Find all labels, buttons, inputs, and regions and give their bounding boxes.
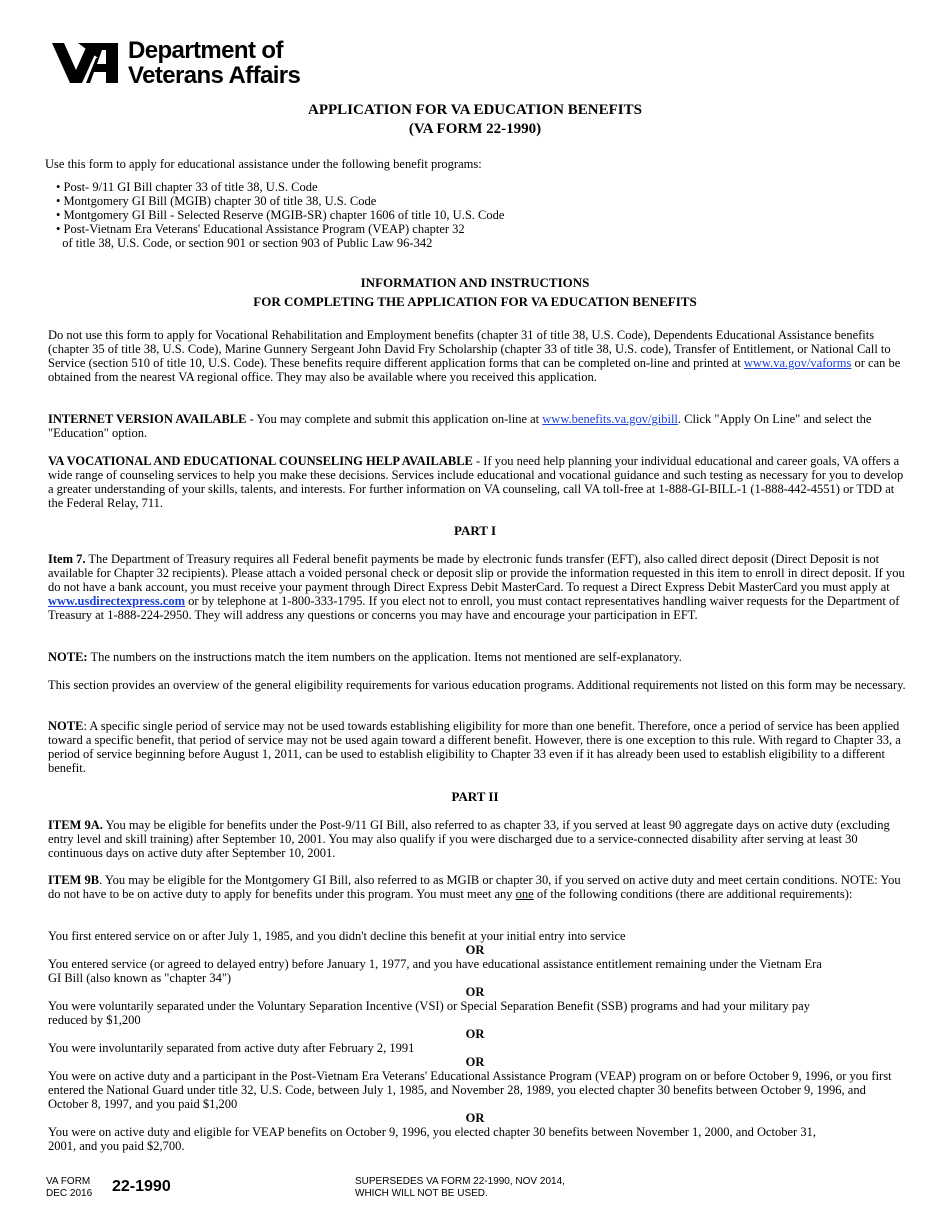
internet-version-label: INTERNET VERSION AVAILABLE <box>48 412 247 426</box>
intro-lead: Use this form to apply for educational assistance under the following benefit programs: <box>45 157 482 171</box>
program-item-continued: of title 38, U.S. Code, or section 901 or section 903 of Public Law 96-342 <box>62 236 433 250</box>
internet-version-text-end: . Click "Apply On Line" and select the "Education" option. <box>48 412 872 440</box>
item-7-paragraph <box>48 552 906 622</box>
counseling-text: - If you need help planning your individual educational and career goals, VA offers a wide range of counseling services to help you make these decisions. Services include educational and vocational guidance and such testing as necessary for you to develop a greater understanding of your skills, talents, and interests. For further information on VA counseling, call VA toll-free at 1-888-GI-BILL-1 (1-888-442-4551) or TDD at the Federal Relay, 711. <box>48 454 904 510</box>
item-9a-text: You may be eligible for benefits under the Post-9/11 GI Bill, also referred to as chapter 33, if you served at least 90 aggregate days on active duty (excluding entry level and skill training) after September 10, 2001. You may also qualify if you were discharged due to a service-connected disability after serving at least 30 continuous days on active duty after September 10, 2001. <box>48 818 890 860</box>
note-1-text: The numbers on the instructions match the item numbers on the application. Items not mentioned are self-explanatory. <box>87 650 682 664</box>
instructions-heading-line2: FOR COMPLETING THE APPLICATION FOR VA EDUCATION BENEFITS <box>253 294 697 309</box>
form-label: VA FORM <box>46 1176 91 1187</box>
org-name-line2: Veterans Affairs <box>128 62 301 89</box>
program-item: • Montgomery GI Bill (MGIB) chapter 30 of title 38, U.S. Code <box>56 194 504 208</box>
instructions-heading-line1: INFORMATION AND INSTRUCTIONS <box>360 275 590 290</box>
note-2-label: NOTE <box>48 719 84 733</box>
form-title-line2: (VA FORM 22-1990) <box>408 121 542 137</box>
note-1-label: NOTE: <box>48 650 88 664</box>
condition-1: You first entered service on or after July 1, 1985, and you didn't decline this benefit at your initial entry into service <box>48 929 626 943</box>
item-9b-text-end: of the following conditions (there are additional requirements): <box>533 887 853 901</box>
counseling-paragraph <box>48 454 906 510</box>
supersedes-note <box>355 1176 565 1200</box>
or-separator: OR <box>465 1027 485 1041</box>
condition-3: You were voluntarily separated under the Voluntary Separation Incentive (VSI) or Special Separation Benefit (SSB) programs and had your military pay reduced by $1,200 <box>48 999 810 1027</box>
or-separator: OR <box>465 1055 485 1069</box>
instructions-heading <box>0 273 950 311</box>
condition-2: You entered service (or agreed to delayed entry) before January 1, 1977, and you have educational assistance entitlement remaining under the Vietnam Era GI Bill (also known as "chapter 34") <box>48 957 822 985</box>
other-benefits-text: Do not use this form to apply for Vocational Rehabilitation and Employment benefits (chapter 31 of title 38, U.S. Code), Dependents Educational Assistance benefits (chapter 35 of title 38, U.S. Code), Marine Gunnery Sergeant John David Fry Scholarship (chapter 33 of title 38, U.S. code), Transfer of Entitlement, or National Call to Service (section 510 of title 10, U.S. Code). These benefits require different application forms that can be completed on-line and printed at <box>48 328 891 370</box>
or-separator: OR <box>465 1111 485 1125</box>
other-benefits-paragraph <box>48 328 906 384</box>
form-title <box>0 101 950 139</box>
program-list <box>56 180 504 250</box>
usdirectexpress-link[interactable]: www.usdirectexpress.com <box>48 594 186 608</box>
item-9a-label: ITEM 9A. <box>48 818 103 832</box>
part-1-heading: PART I <box>453 523 497 538</box>
overview-paragraph: This section provides an overview of the general eligibility requirements for various education programs. Additional requirements not listed on this form may be necessary. <box>48 678 906 692</box>
or-separator: OR <box>465 943 485 957</box>
item-9b-underlined-word: one <box>515 887 534 901</box>
gibill-link[interactable]: www.benefits.va.gov/gibill <box>542 412 678 426</box>
supersedes-line2: WHICH WILL NOT BE USED. <box>355 1188 488 1199</box>
org-name <box>128 38 300 88</box>
org-name-line1: Department of <box>128 37 283 64</box>
item-9b-label: ITEM 9B <box>48 873 100 887</box>
form-title-line1: APPLICATION FOR VA EDUCATION BENEFITS <box>308 102 642 118</box>
item-7-label: Item 7. <box>48 552 86 566</box>
internet-version-text: - You may complete and submit this application on-line at <box>246 412 543 426</box>
va-logo-icon <box>52 40 118 86</box>
program-item: • Post- 9/11 GI Bill chapter 33 of title 38, U.S. Code <box>56 180 504 194</box>
vaforms-link[interactable]: www.va.gov/vaforms <box>743 356 852 370</box>
item-7-text: The Department of Treasury requires all Federal benefit payments be made by electronic funds transfer (EFT), also called direct deposit (Direct Deposit is not available for Chapter 32 recipients). Please attach a voided personal check or deposit slip or provide the information requested in this item to enroll in direct deposit. If you do not have a bank account, you must receive your payment through Direct Express Debit MasterCard. To request a Direct Express Debit MasterCard you must apply at <box>48 552 905 594</box>
condition-5: You were on active duty and a participant in the Post-Vietnam Era Veterans' Educational Assistance Program (VEAP) program on or before October 9, 1996, or you first entered the National Guard under title 32, U.S. Code, between July 1, 1985, and November 28, 1989, you elected chapter 30 benefits between October 9, 1996, and October 8, 1997, and you paid $1,200 <box>48 1069 892 1111</box>
note-2-text: : A specific single period of service may not be used towards establishing eligibility for more than one benefit. Therefore, once a period of service has been applied toward a specific benefit, that period of service may not be used again toward a different benefit. However, there is one exception to this rule. With regard to Chapter 33, a period of service beginning before August 1, 2011, can be used to establish eligibility to Chapter 33 even if it has already been used to establish eligibility to a different benefit. <box>48 719 901 775</box>
condition-4: You were involuntarily separated from active duty after February 2, 1991 <box>48 1041 415 1055</box>
other-benefits-text-end: or can be obtained from the nearest VA regional office. They may also be available where you received this application. <box>48 356 901 384</box>
form-label-block <box>46 1176 92 1200</box>
item-7-text-end: or by telephone at 1-800-333-1795. If you elect not to enroll, you must contact representatives handling waiver requests for the Department of Treasury at 1-888-224-2950. They will address any questions or concerns you may have and encourage your participation in EFT. <box>48 594 900 622</box>
note-2-paragraph <box>48 719 906 775</box>
item-9b-paragraph <box>48 873 906 901</box>
form-number: 22-1990 <box>112 1178 171 1195</box>
item-9a-paragraph <box>48 818 906 860</box>
program-item: • Post-Vietnam Era Veterans' Educational Assistance Program (VEAP) chapter 32 <box>56 222 504 236</box>
program-item: • Montgomery GI Bill - Selected Reserve (MGIB-SR) chapter 1606 of title 10, U.S. Code <box>56 208 504 222</box>
part-2-heading: PART II <box>451 789 499 804</box>
item-9b-text: . You may be eligible for the Montgomery GI Bill, also referred to as MGIB or chapter 30, if you served on active duty and meet certain conditions. NOTE: You do not have to be on active duty to apply for benefits under this program. You must meet any <box>48 873 901 901</box>
note-1-paragraph <box>48 650 906 664</box>
counseling-label: VA VOCATIONAL AND EDUCATIONAL COUNSELING HELP AVAILABLE <box>48 454 473 468</box>
internet-version-paragraph <box>48 412 906 440</box>
form-date: DEC 2016 <box>46 1188 93 1199</box>
supersedes-line1: SUPERSEDES VA FORM 22-1990, NOV 2014, <box>355 1176 565 1187</box>
or-separator: OR <box>465 985 485 999</box>
condition-6: You were on active duty and eligible for VEAP benefits on October 9, 1996, you elected chapter 30 benefits between November 1, 2000, and October 31, 2001, and you paid $2,700. <box>48 1125 816 1153</box>
